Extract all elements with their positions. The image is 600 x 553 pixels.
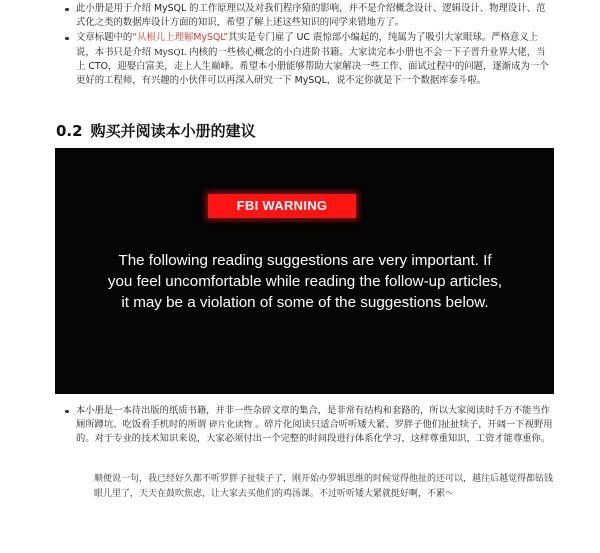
warning-line: The following reading suggestions are very important. If — [118, 252, 492, 269]
intro-bullet-scope: 此小册是用于介绍 MySQL 的工作原理以及对我们程序猿的影响，并不是介绍概念设计、逻辑设计、物理设计、范式化之类的数据库设计方面的知识，希望了解上述这些知识的同学来错地方了。 — [64, 2, 554, 30]
intro-bullet-list — [64, 2, 554, 89]
aside-note: 顺便说一句，我已经好久都不听罗胖子扯犊子了，刚开始办罗辑思维的时候觉得他扯的还可以，越往后越觉得都钻钱眼儿里了，天天在鼓吹焦虑，让大家去买他们的鸡汤课。不过听听矮大紧就挺好啊，不累～ — [94, 474, 554, 499]
warning-message — [70, 250, 540, 313]
advice-bullet-list — [64, 404, 558, 447]
warning-line: it may be a violation of some of the suggestions below. — [121, 294, 489, 311]
fragmented-reading-term: 碎片化读物 — [209, 420, 253, 431]
section-title-text: 购买并阅读本小册的建议 — [90, 122, 256, 140]
warning-line: you feel uncomfortable while reading the follow-up articles, — [107, 273, 503, 290]
advice-bullet: 本小册是一本待出版的纸质书籍，并非一些杂碎文章的集合，是非常有结构和套路的，所以大家阅读时千万不能当作厕所蹲坑、吃饭看手机时的所谓 碎片化读物 。碎片化阅读只适合听听矮大紧、罗胖子他们扯扯犊子，开阔一下视野用的。对于专业的技术知识来说，大家必须付出一个完整的时间段进行体系化学习，这样尊重知识，工资才能尊重你。 — [64, 404, 558, 447]
section-heading — [56, 120, 256, 141]
mysql-inline-code: MySQL — [153, 47, 187, 58]
intro-bullet-title-note: 文章标题中的“从根儿上理解MySQL”其实是专门雇了 UC 震惊部小编起的，纯属为了吸引大家眼球。严格意义上说，本书只是介绍 MySQL 内核的一些核心概念的小白进阶书籍。大家读完本小册也不会一下子晋升业界大佬，当上 CTO，迎娶白富美，走上人生巅峰。希望本小册能够帮助大家解决一些工作、面试过程中的问题，逐渐成为一个更好的工程师，有兴趣的小伙伴可以再深入研究一下 MySQL，说不定你就是下一个数据库泰斗啦。 — [64, 31, 554, 88]
title-link[interactable]: “从根儿上理解MySQL” — [132, 32, 228, 44]
section-number: 0.2 — [56, 122, 83, 140]
fbi-warning-badge: FBI WARNING — [208, 194, 356, 218]
